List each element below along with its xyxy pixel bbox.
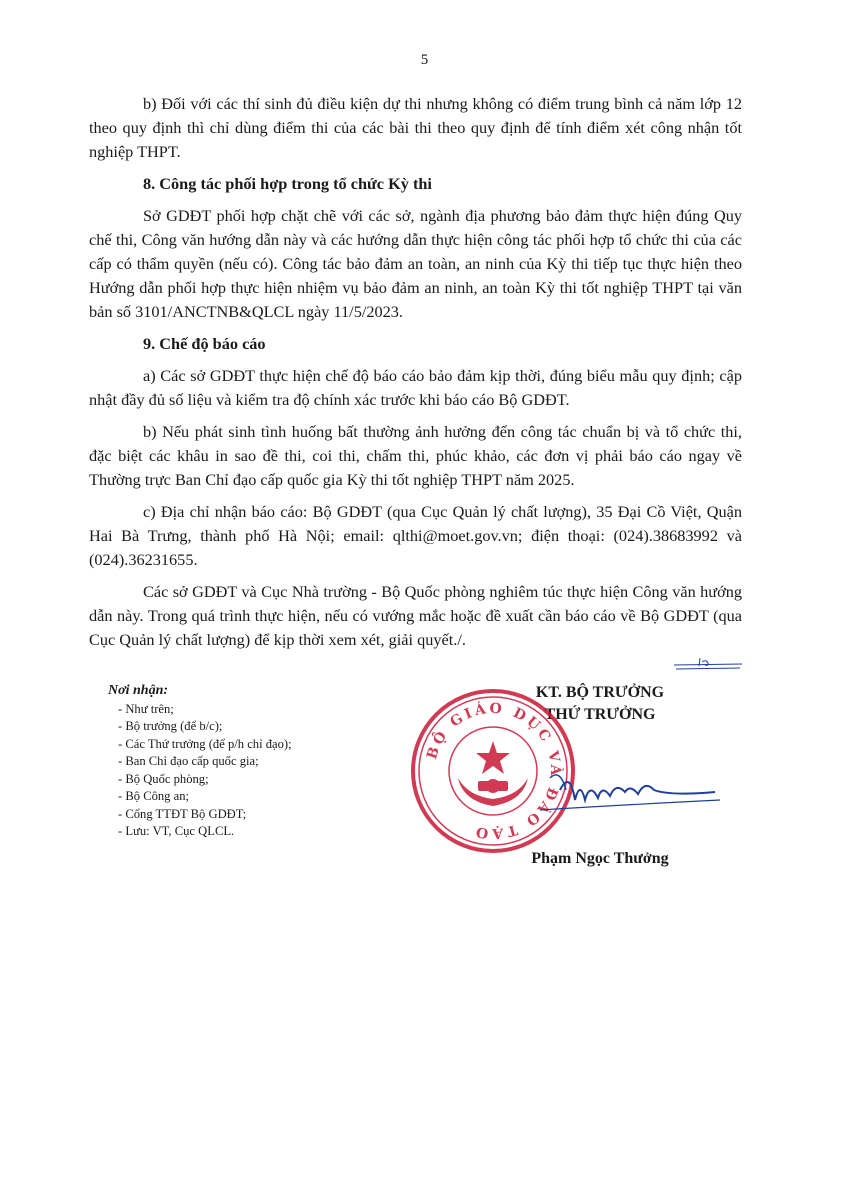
- svg-text:BỘ GIÁO DỤC VÀ ĐÀO TẠO: BỘ GIÁO DỤC VÀ ĐÀO TẠO: [424, 700, 564, 842]
- recipient-item: - Các Thứ trưởng (để p/h chỉ đạo);: [118, 736, 292, 751]
- signatory-name: Phạm Ngọc Thưởng: [531, 850, 669, 867]
- closing-paragraph: Các sở GDĐT và Cục Nhà trường - Bộ Quốc phòng nghiêm túc thực hiện Công văn hướng dẫn này. Trong quá trình thực hiện, nếu có vướng mắc hoặc đề xuất cần báo cáo về Bộ GDĐT (qua Cục Quản lý chất lượng) để kịp thời xem xét, giải quyết./.: [89, 582, 742, 649]
- recipient-item: - Bộ Công an;: [118, 789, 190, 803]
- recipient-item: - Bộ Quốc phòng;: [118, 771, 209, 786]
- heading-section-8: 8. Công tác phối hợp trong tổ chức Kỳ thi: [143, 174, 432, 193]
- paragraph-9c: c) Địa chỉ nhận báo cáo: Bộ GDĐT (qua Cục Quản lý chất lượng), 35 Đại Cồ Việt, Quận Hai Bà Trưng, thành phố Hà Nội; email: qlthi@moet.gov.vn; điện thoại: (024).38683992 và (024).36231655.: [89, 502, 742, 569]
- paragraph-9b: b) Nếu phát sinh tình huống bất thường ảnh hưởng đến công tác chuẩn bị và tổ chức thi, đặc biệt các khâu in sao đề thi, coi thi, chấm thi, phúc khảo, các đơn vị phải báo cáo ngay về Thường trực Ban Chỉ đạo cấp quốc gia Kỳ thi tốt nghiệp THPT năm 2025.: [89, 422, 742, 489]
- recipients-block: [108, 682, 408, 841]
- recipients-list: [108, 701, 408, 841]
- document-body: [89, 92, 742, 660]
- paragraph-9a: a) Các sở GDĐT thực hiện chế độ báo cáo bảo đảm kịp thời, đúng biểu mẫu quy định; cập nhật đầy đủ số liệu và kiểm tra độ chính xác trước khi báo cáo Bộ GDĐT.: [89, 366, 742, 409]
- paragraph-b-exam-scores: b) Đối với các thí sinh đủ điều kiện dự thi nhưng không có điểm trung bình cả năm lớp 12 theo quy định thì chỉ dùng điểm thi của các bài thi theo quy định để tính điểm xét công nhận tốt nghiệp THPT.: [89, 94, 742, 161]
- handwritten-signature-icon: [530, 760, 730, 820]
- recipients-title: Nơi nhận:: [108, 683, 169, 698]
- recipient-item: - Cổng TTĐT Bộ GDĐT;: [118, 806, 247, 821]
- recipient-item: - Ban Chỉ đạo cấp quốc gia;: [118, 754, 259, 768]
- heading-section-9: 9. Chế độ báo cáo: [143, 334, 266, 353]
- signature-title-line2: THỨ TRƯỞNG: [544, 706, 656, 723]
- paragraph-section-8: Sở GDĐT phối hợp chặt chẽ với các sở, ngành địa phương bảo đảm thực hiện đúng Quy chế thi, Công văn hướng dẫn này và các hướng dẫn thực hiện công tác phối hợp tổ chức thi của các cấp có thẩm quyền (nếu có). Công tác bảo đảm an toàn, an ninh của Kỳ thi tiếp tục thực hiện theo Hướng dẫn phối hợp thực hiện nhiệm vụ bảo đảm an ninh, an toàn Kỳ thi tốt nghiệp THPT tại văn bản số 3101/ANCTNB&QLCL ngày 11/5/2023.: [89, 206, 742, 321]
- page-number: 5: [420, 52, 429, 68]
- recipient-item: - Như trên;: [118, 701, 174, 716]
- signature-title-line1: KT. BỘ TRƯỞNG: [535, 684, 665, 701]
- initials-mark-icon: [672, 655, 744, 673]
- recipient-item: - Lưu: VT, Cục QLCL.: [118, 824, 235, 838]
- recipient-item: - Bộ trưởng (để b/c);: [118, 719, 223, 733]
